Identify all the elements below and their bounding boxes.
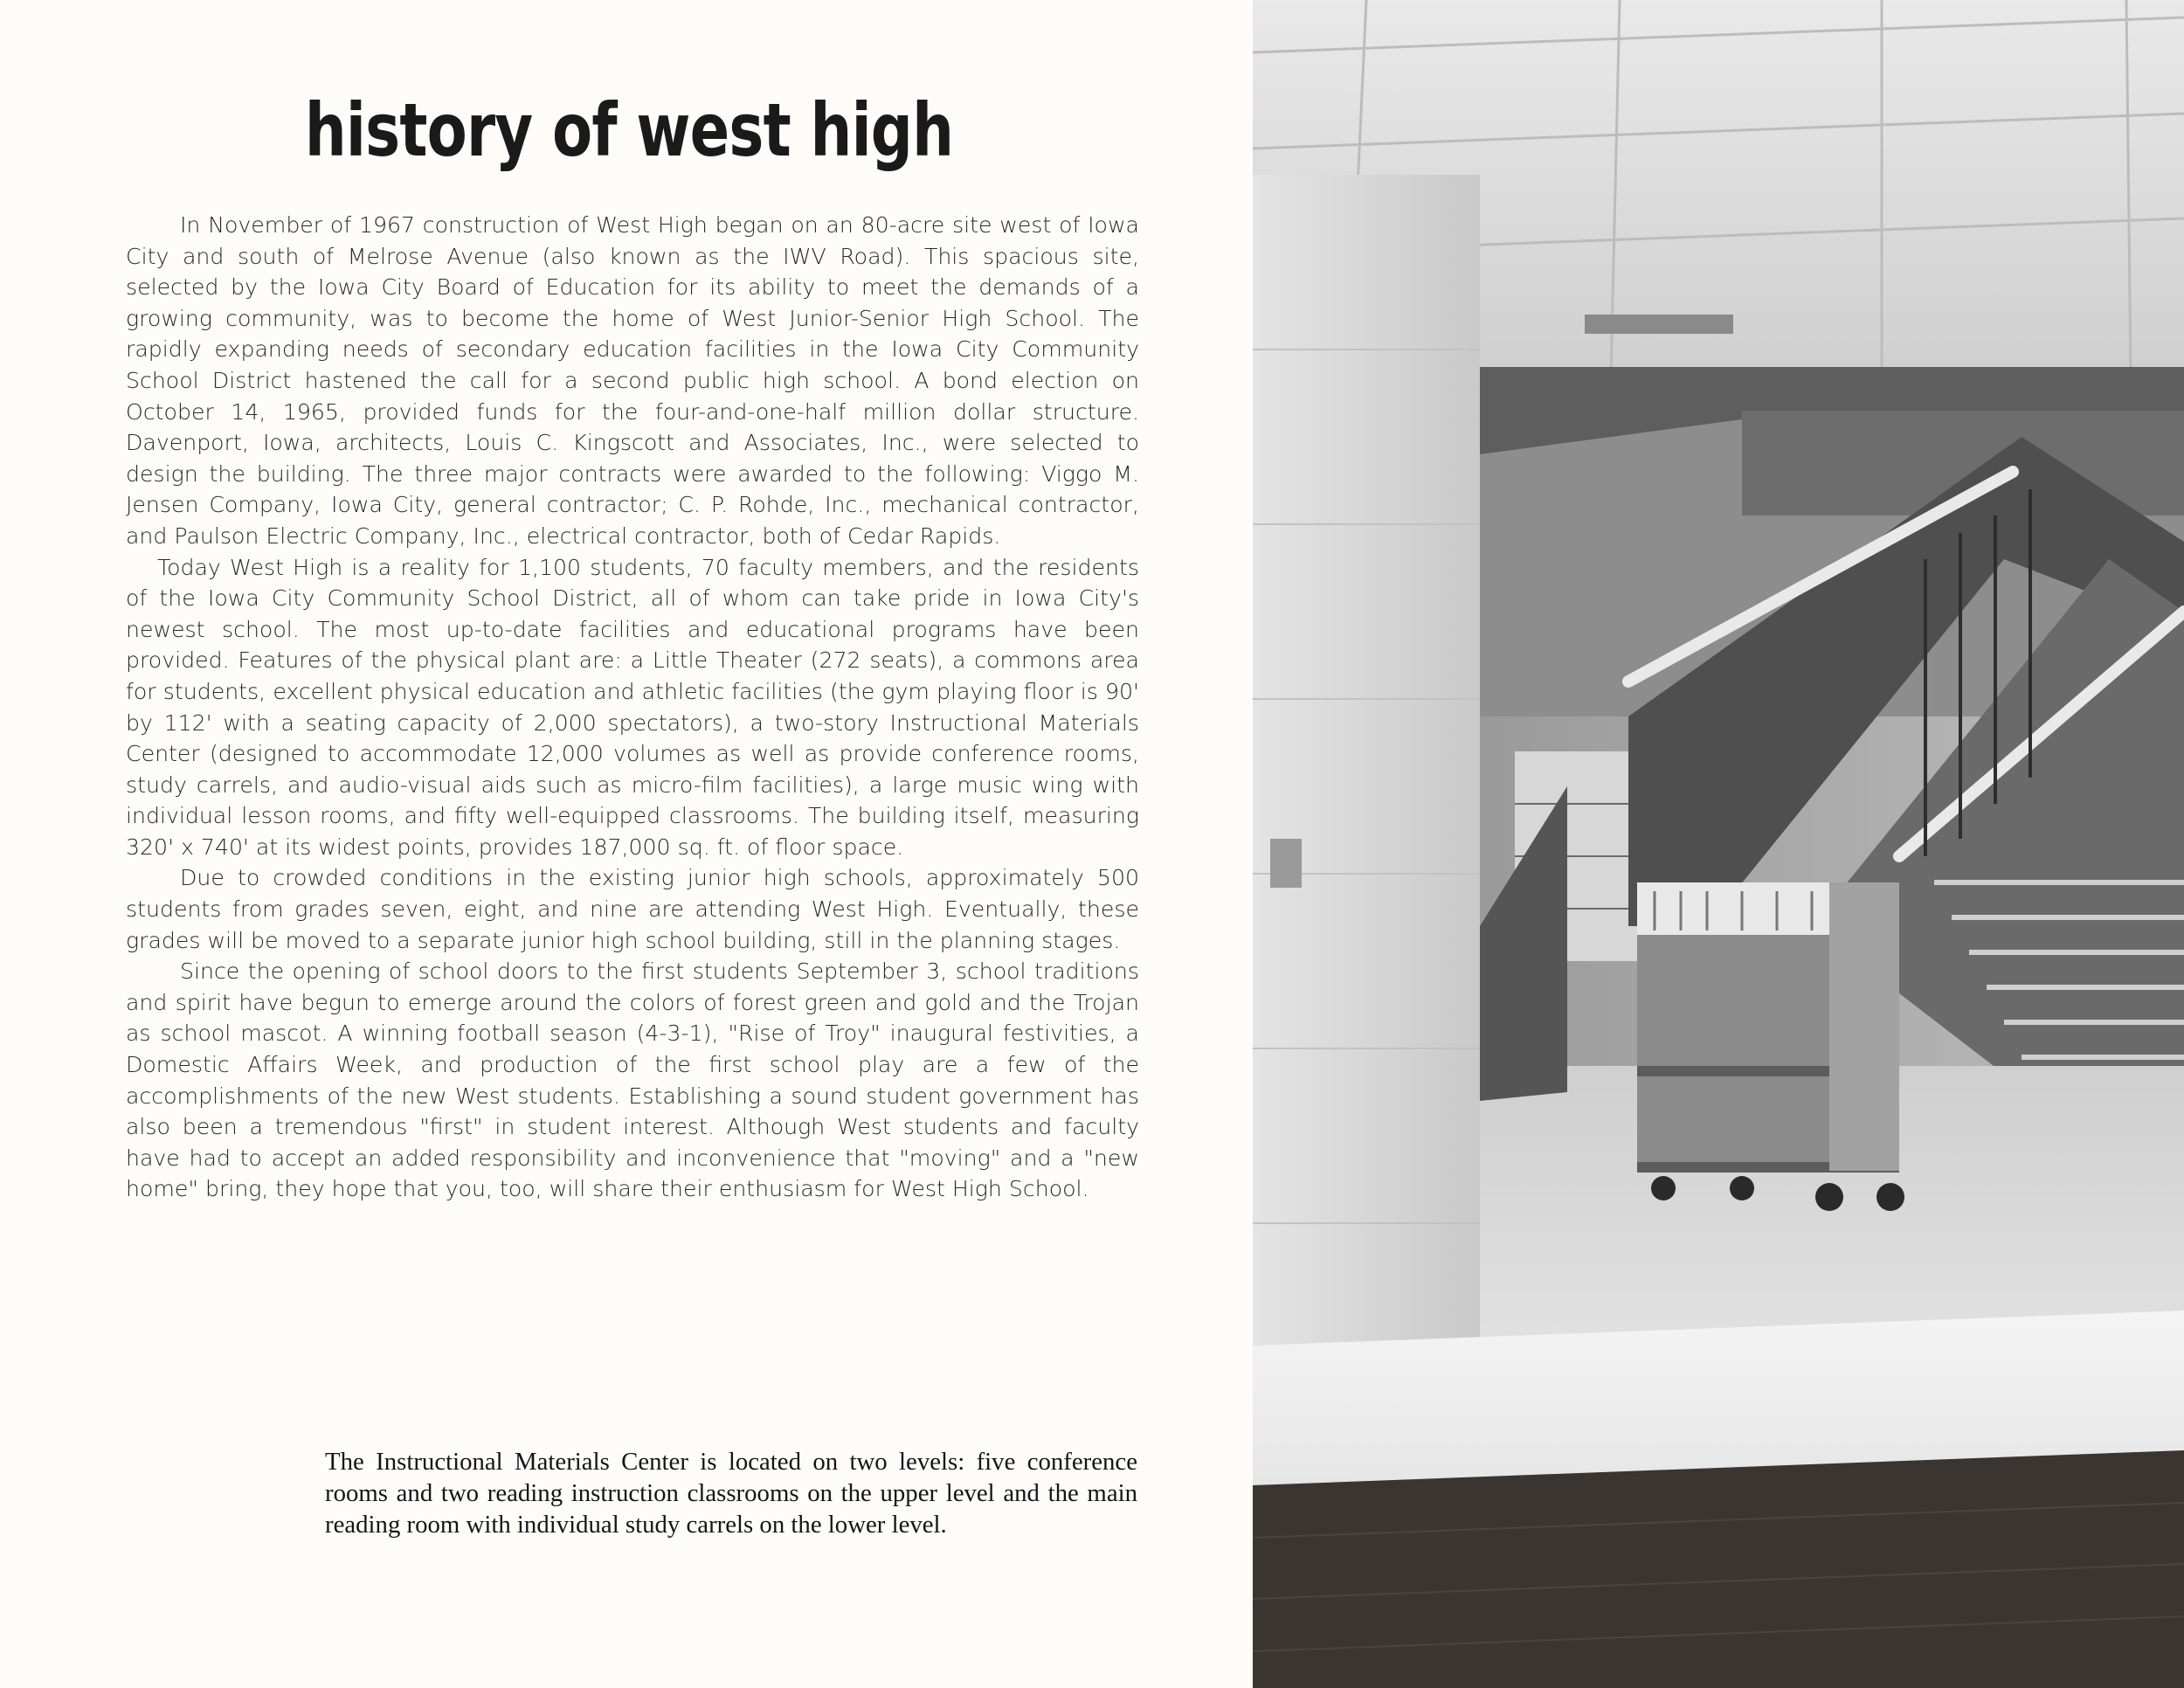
history-article [126,210,1139,1205]
photo-imc-staircase [1253,0,2184,1688]
paragraph-construction: In November of 1967 construction of West High began on an 80-acre site west of Iowa City and south of Melrose Avenue (also known as the IWV Road). This spacious site, selected by the Iowa City Board of Education for its ability to meet the demands of a growing community, was to become the home of West Junior-Senior High School. The rapidly expanding needs of secondary education facilities in the Iowa City Community School District hastened the call for a second public high school. A bond election on October 14, 1965, provided funds for the four-and-one-half million dollar structure. Davenport, Iowa, architects, Louis C. Kingscott and Associates, Inc., were selected to design the building. The three major contracts were awarded to the following: Viggo M. Jensen Company, Iowa City, general contractor; C. P. Rohde, Inc., mechanical contractor, and Paulson Electric Company, Inc., electrical contractor, both of Cedar Rapids. [126,212,1139,549]
paragraph-junior-high: Due to crowded conditions in the existing junior high schools, approximately 500 students from grades seven, eight, and nine are attending West High. Eventually, these grades will be moved to a separate junior high school building, still in the planning stages. [126,865,1139,953]
page-title: history of west high [304,87,954,173]
photo-caption: The Instructional Materials Center is located on two levels: five conference rooms and two reading instruction classrooms on the upper level and the main reading room with individual study carrels on the lower level. [325,1448,1137,1539]
paragraph-traditions: Since the opening of school doors to the first students September 3, school traditions and spirit have begun to emerge around the colors of forest green and gold and the Trojan as school mascot. A winning football season (4-3-1), "Rise of Troy" inaugural festivities, a Domestic Affairs Week, and production of the first school play are a few of the accomplishments of the new West students. Establishing a sound student government has also been a tremendous "first" in student interest. Although West students and faculty have had to accept an added responsibility and inconvenience that "moving" and a "new home" bring, they hope that you, too, will share their enthusiasm for West High School. [126,958,1139,1202]
paragraph-today: Today West High is a reality for 1,100 students, 70 faculty members, and the residents of the Iowa City Community School District, all of whom can take pride in Iowa City's newest school. The most up-to-date facilities and educational programs have been provided. Features of the physical plant are: a Little Theater (272 seats), a commons area for students, excellent physical education and athletic facilities (the gym playing floor is 90' by 112' with a seating capacity of 2,000 spectators), a two-story Instructional Materials Center (designed to accommodate 12,000 volumes as well as provide conference rooms, study carrels, and audio-visual aids such as micro-film facilities), a large music wing with individual lesson rooms, and fifty well-equipped classrooms. The building itself, measuring 320' x 740' at its widest points, provides 187,000 sq. ft. of floor space. [126,554,1139,860]
book-cart [1637,882,1904,1211]
